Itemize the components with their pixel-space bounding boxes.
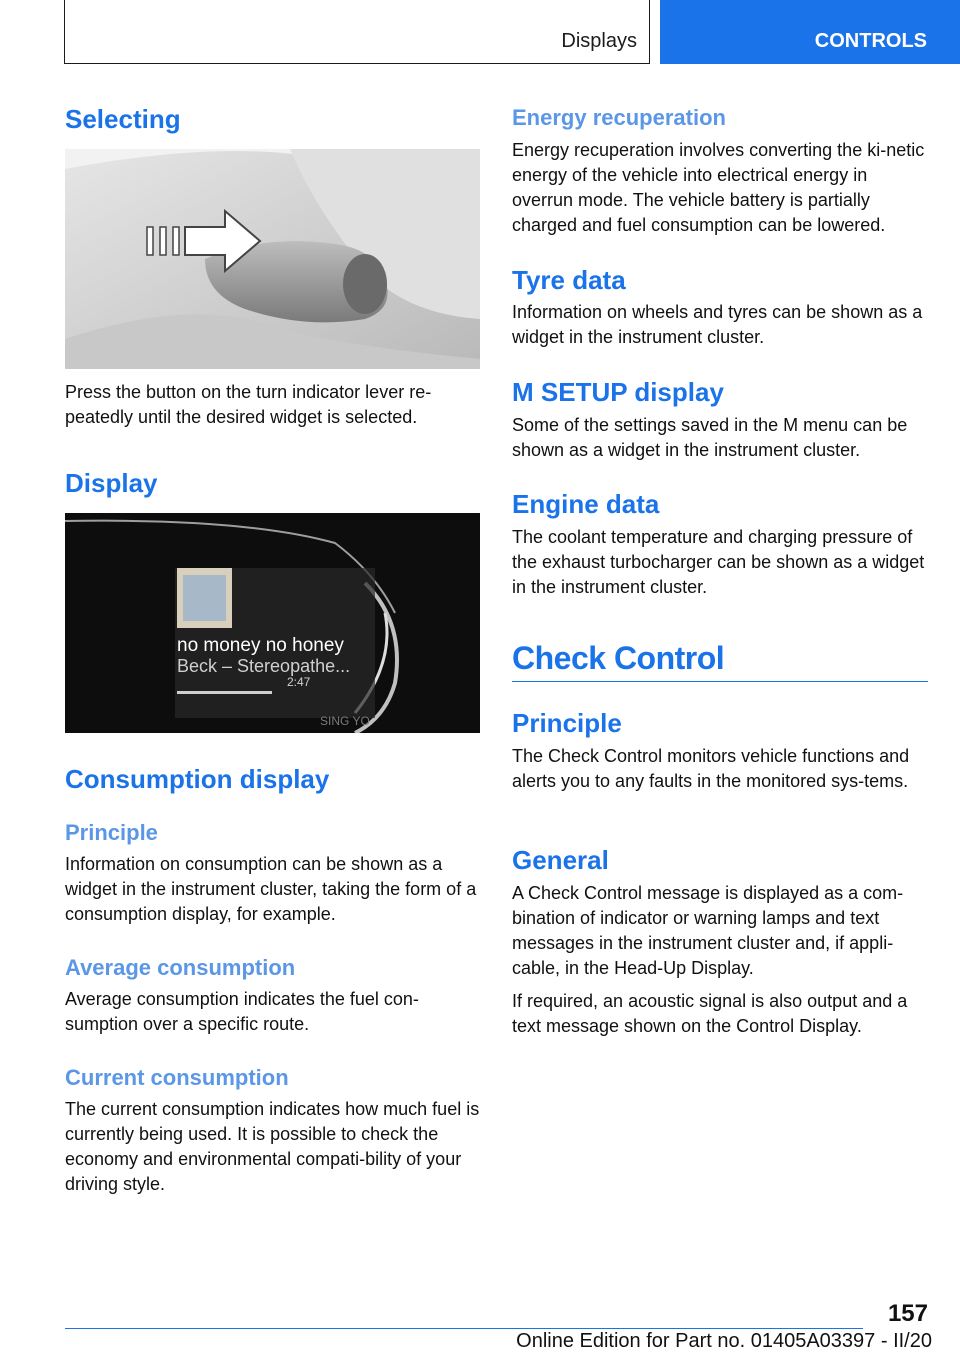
selecting-heading: Selecting <box>65 104 181 134</box>
footer-rule <box>65 1328 863 1329</box>
current-consumption-paragraph: The current consumption indicates how much fuel is currently being used. It is possible to check the economy and environmental compati-bility of your driving style. <box>65 1099 480 1194</box>
m-setup-display-heading: M SETUP display <box>512 377 724 407</box>
page-number: 157 <box>887 1300 928 1327</box>
widget-time: 2:47 <box>287 675 311 689</box>
footer-edition: Online Edition for Part no. 01405A03397 - II/20 <box>516 1330 932 1352</box>
progress-bar <box>177 691 272 694</box>
cluster-frame-illustration <box>65 513 480 733</box>
principle-paragraph: Information on consumption can be shown as a widget in the instrument cluster, taking the form of a consumption display, for example. <box>65 854 477 924</box>
general-heading: General <box>512 845 609 875</box>
svg-text:SING YO: SING YO <box>320 714 370 728</box>
energy-recuperation-heading: Energy recuperation <box>512 105 726 130</box>
instrument-cluster-widget-image <box>65 513 480 733</box>
check-control-principle-heading: Principle <box>512 708 622 738</box>
current-consumption-heading: Current consumption <box>65 1065 289 1090</box>
header-chapter-title: CONTROLS <box>814 30 927 52</box>
principle-heading: Principle <box>65 820 158 845</box>
average-consumption-heading: Average consumption <box>65 955 296 980</box>
header-section-box <box>64 0 650 64</box>
turn-indicator-lever-image <box>65 149 480 369</box>
header-section-title: Displays <box>561 30 637 52</box>
general-paragraph-1: A Check Control message is displayed as a com-bination of indicator or warning lamps and text messages in the instrument cluster and, if appli-cable, in the Head-Up Display. <box>512 883 904 978</box>
general-paragraph-2: If required, an acoustic signal is also output and a text message shown on the Control Display. <box>512 991 908 1036</box>
average-consumption-paragraph: Average consumption indicates the fuel con-sumption over a specific route. <box>65 989 419 1034</box>
tyre-data-paragraph: Information on wheels and tyres can be shown as a widget in the instrument cluster. <box>512 302 923 347</box>
engine-data-heading: Engine data <box>512 489 660 519</box>
energy-recuperation-paragraph: Energy recuperation involves converting the ki-netic energy of the vehicle into electrical energy in overrun mode. The vehicle battery is partially charged and fuel consumption can be lowered. <box>512 140 925 235</box>
header-chapter-tab <box>660 0 960 64</box>
display-heading: Display <box>65 468 158 498</box>
selecting-paragraph: Press the button on the turn indicator lever re-peatedly until the desired widget is selected. <box>65 382 432 427</box>
engine-data-paragraph: The coolant temperature and charging pressure of the exhaust turbocharger can be shown as a widget in the instrument cluster. <box>512 527 925 597</box>
check-control-heading: Check Control <box>512 640 725 676</box>
m-setup-display-paragraph: Some of the settings saved in the M menu can be shown as a widget in the instrument cluster. <box>512 415 908 460</box>
widget-artist: Beck – Stereopathe... <box>177 656 351 676</box>
consumption-display-heading: Consumption display <box>65 764 330 794</box>
tyre-data-heading: Tyre data <box>512 265 626 295</box>
check-control-rule <box>512 681 928 682</box>
widget-song-title: no money no honey <box>177 635 344 656</box>
turn-indicator-lever-illustration <box>65 149 480 369</box>
check-control-principle-paragraph: The Check Control monitors vehicle functions and alerts you to any faults in the monitored sys-tems. <box>512 746 910 791</box>
